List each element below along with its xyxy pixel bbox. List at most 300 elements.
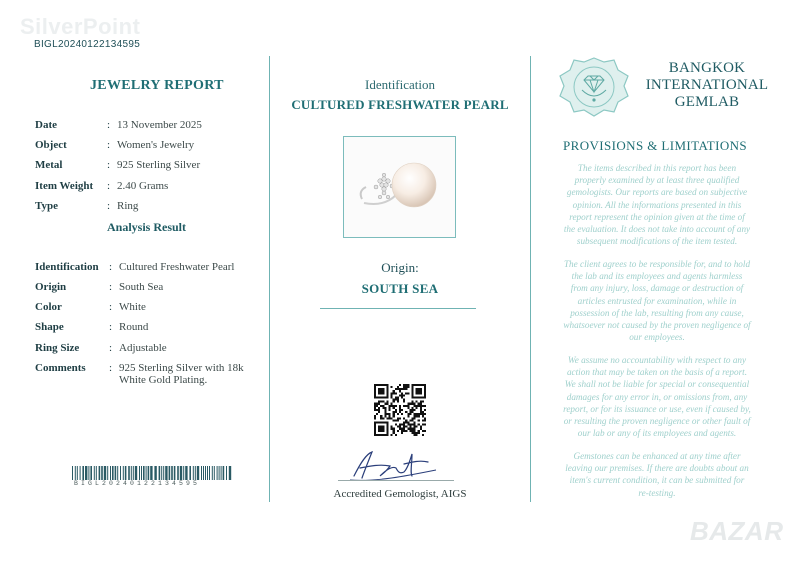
qr-module bbox=[414, 428, 416, 430]
qr-module bbox=[401, 394, 403, 396]
lab-name-line: GEMLAB bbox=[674, 94, 740, 110]
barcode-bar bbox=[77, 466, 78, 480]
qr-module bbox=[395, 392, 397, 394]
qr-module bbox=[395, 409, 397, 411]
qr-module bbox=[386, 403, 388, 405]
gemlab-logo-icon bbox=[556, 56, 632, 118]
analysis-value: Adjustable bbox=[119, 342, 167, 354]
qr-module bbox=[393, 399, 395, 401]
paragraph-line: subsequent modifications of the item tested. bbox=[576, 236, 738, 247]
qr-module bbox=[424, 417, 426, 419]
paragraph-line: report represent the opinion given at the time of bbox=[569, 211, 745, 222]
qr-module bbox=[418, 419, 420, 421]
qr-module bbox=[391, 434, 393, 436]
qr-module bbox=[389, 407, 391, 409]
paragraph-line: leaving our premises. If there are doubts about an bbox=[565, 463, 749, 474]
qr-module bbox=[416, 407, 418, 409]
qr-module bbox=[374, 409, 376, 411]
provisions-paragraph bbox=[548, 450, 766, 499]
detail-value: 13 November 2025 bbox=[117, 119, 202, 131]
qr-module bbox=[401, 430, 403, 432]
qr-module bbox=[389, 413, 391, 415]
barcode-bar bbox=[171, 466, 173, 480]
qr-module bbox=[397, 401, 399, 403]
qr-module bbox=[384, 411, 386, 413]
barcode-bar bbox=[75, 466, 76, 480]
detail-label: Metal bbox=[35, 159, 63, 171]
barcode-bar bbox=[185, 466, 187, 480]
paragraph-line: opinion. All the informations presented in this bbox=[572, 199, 742, 210]
qr-module bbox=[380, 417, 382, 419]
analysis-row-comments: Comments : 925 Sterling Silver with 18k White Gold Plating. bbox=[35, 362, 244, 386]
qr-module bbox=[393, 430, 395, 432]
barcode-bar bbox=[139, 466, 140, 480]
qr-module bbox=[414, 403, 416, 405]
barcode bbox=[72, 466, 232, 480]
qr-module bbox=[393, 390, 395, 392]
qr-module bbox=[418, 405, 420, 407]
qr-module bbox=[407, 403, 409, 405]
analysis-label: Comments bbox=[35, 362, 86, 374]
qr-module bbox=[422, 411, 424, 413]
qr-module bbox=[409, 409, 411, 411]
qr-module bbox=[399, 417, 401, 419]
qr-module bbox=[424, 430, 426, 432]
qr-code[interactable] bbox=[374, 384, 426, 436]
analysis-row-ring-size: Ring Size : Adjustable bbox=[35, 342, 167, 354]
qr-module bbox=[403, 394, 405, 396]
analysis-label: Shape bbox=[35, 321, 64, 333]
qr-module bbox=[386, 413, 388, 415]
qr-module bbox=[397, 426, 399, 428]
detail-value: 2.40 Grams bbox=[117, 180, 169, 192]
qr-module bbox=[407, 413, 409, 415]
provisions-paragraph bbox=[548, 162, 766, 247]
qr-module bbox=[380, 405, 382, 407]
qr-module bbox=[411, 428, 413, 430]
qr-module bbox=[411, 424, 413, 426]
qr-module bbox=[411, 403, 413, 405]
barcode-bar bbox=[217, 466, 218, 480]
divider-right bbox=[530, 56, 531, 502]
paragraph-line: The client agrees to be responsible for, and to hold bbox=[563, 259, 751, 269]
qr-module bbox=[401, 396, 403, 398]
origin-value: SOUTH SEA bbox=[361, 281, 439, 296]
qr-module bbox=[403, 421, 405, 423]
qr-module bbox=[393, 401, 395, 403]
barcode-bar bbox=[115, 466, 117, 480]
provisions-paragraph bbox=[548, 354, 766, 439]
qr-module bbox=[414, 434, 416, 436]
qr-module bbox=[422, 415, 424, 417]
qr-module bbox=[420, 409, 422, 411]
qr-module bbox=[420, 405, 422, 407]
pearl-ring-photo bbox=[343, 136, 456, 238]
qr-module bbox=[403, 405, 405, 407]
barcode-bar bbox=[154, 466, 156, 480]
qr-module bbox=[422, 430, 424, 432]
qr-module bbox=[382, 407, 384, 409]
qr-module bbox=[399, 384, 401, 386]
qr-module bbox=[397, 430, 399, 432]
paragraph-line: Gemstones can be enhanced at any time after bbox=[573, 451, 741, 461]
qr-module bbox=[399, 405, 401, 407]
barcode-bar bbox=[223, 466, 225, 480]
qr-module bbox=[384, 415, 386, 417]
detail-value: Ring bbox=[117, 200, 139, 212]
qr-module bbox=[403, 384, 405, 386]
qr-module bbox=[409, 428, 411, 430]
qr-module bbox=[405, 388, 407, 390]
qr-module bbox=[384, 413, 386, 415]
qr-module bbox=[420, 403, 422, 405]
qr-module bbox=[399, 388, 401, 390]
lab-name bbox=[640, 60, 774, 111]
qr-module bbox=[405, 405, 407, 407]
qr-module bbox=[391, 428, 393, 430]
detail-row-object: Object : Women's Jewelry bbox=[35, 139, 195, 151]
detail-row-type: Type : Ring bbox=[35, 200, 139, 212]
paragraph-line: We assume no accountability with respect to any bbox=[567, 355, 747, 365]
qr-module bbox=[411, 411, 413, 413]
qr-module bbox=[409, 413, 411, 415]
qr-module bbox=[374, 405, 376, 407]
detail-value: Women's Jewelry bbox=[117, 139, 195, 151]
qr-module bbox=[409, 403, 411, 405]
barcode-bar bbox=[195, 466, 196, 480]
paragraph-line: whatsoever not caused by the proven negligence of bbox=[563, 320, 751, 331]
qr-module bbox=[424, 405, 426, 407]
qr-module bbox=[405, 419, 407, 421]
barcode-bar bbox=[180, 466, 182, 480]
report-title: JEWELRY REPORT bbox=[90, 78, 224, 93]
barcode-bar bbox=[82, 466, 84, 480]
qr-module bbox=[378, 388, 384, 394]
barcode-bar bbox=[117, 466, 118, 480]
detail-row-metal: Metal : 925 Sterling Silver bbox=[35, 159, 201, 171]
qr-module bbox=[395, 399, 397, 401]
qr-module bbox=[380, 401, 382, 403]
certificate-number: BIGL20240122134595 bbox=[34, 39, 141, 50]
barcode-bar bbox=[143, 466, 145, 480]
qr-module bbox=[403, 388, 405, 390]
qr-module bbox=[405, 384, 407, 386]
barcode-bar bbox=[212, 466, 213, 480]
qr-module bbox=[420, 411, 422, 413]
qr-module bbox=[378, 426, 384, 432]
qr-module bbox=[391, 417, 393, 419]
paragraph-line: The items described in this report has been bbox=[577, 163, 737, 173]
qr-module bbox=[386, 417, 388, 419]
qr-module bbox=[409, 424, 411, 426]
barcode-bar bbox=[141, 466, 142, 480]
qr-module bbox=[374, 403, 376, 405]
qr-module bbox=[416, 413, 418, 415]
paragraph-line: properly examined by at least three qualified bbox=[574, 175, 740, 186]
barcode-bar bbox=[88, 466, 89, 480]
barcode-bar bbox=[193, 466, 194, 480]
qr-module bbox=[405, 421, 407, 423]
paragraph-line: possession of the lab, resulting from any cause, bbox=[570, 307, 744, 318]
qr-module bbox=[376, 405, 378, 407]
qr-module bbox=[416, 426, 418, 428]
paragraph-line: action that may be taken on the basis of a report. bbox=[566, 367, 748, 378]
qr-module bbox=[382, 405, 384, 407]
qr-module bbox=[397, 413, 399, 415]
watermark-bazar: BAZAR bbox=[690, 516, 784, 546]
qr-module bbox=[414, 415, 416, 417]
barcode-bar bbox=[161, 466, 162, 480]
qr-module bbox=[395, 396, 397, 398]
analysis-value: Round bbox=[119, 321, 149, 333]
watermark-silverpoint: SilverPoint bbox=[20, 14, 141, 39]
qr-module bbox=[407, 428, 409, 430]
qr-module bbox=[416, 401, 418, 403]
qr-module bbox=[424, 419, 426, 421]
barcode-bar bbox=[207, 466, 208, 480]
qr-module bbox=[374, 415, 376, 417]
qr-module bbox=[384, 407, 386, 409]
paragraph-line: We shall not be liable for special or consequential bbox=[564, 379, 750, 390]
barcode-bar bbox=[99, 466, 101, 480]
barcode-bar bbox=[221, 466, 222, 480]
qr-module bbox=[418, 430, 420, 432]
analysis-value: Cultured Freshwater Pearl bbox=[119, 261, 235, 273]
qr-module bbox=[405, 430, 407, 432]
qr-module bbox=[397, 396, 399, 398]
barcode-bar bbox=[135, 466, 137, 480]
qr-module bbox=[422, 405, 424, 407]
qr-module bbox=[393, 419, 395, 421]
analysis-row-color: Color : White bbox=[35, 301, 146, 313]
qr-module bbox=[409, 411, 411, 413]
paragraph-line: or resulting the proven negligence or other fault of bbox=[563, 416, 751, 427]
qr-module bbox=[401, 428, 403, 430]
qr-module bbox=[401, 424, 403, 426]
qr-module bbox=[378, 401, 380, 403]
qr-module bbox=[403, 417, 405, 419]
qr-module bbox=[411, 430, 413, 432]
barcode-bar bbox=[96, 466, 97, 480]
paragraph-line: our lab or any of its employees and agents. bbox=[577, 428, 737, 439]
qr-module bbox=[401, 388, 403, 390]
qr-module bbox=[418, 432, 420, 434]
qr-module bbox=[420, 428, 422, 430]
qr-module bbox=[401, 432, 403, 434]
qr-module bbox=[389, 415, 391, 417]
barcode-bar bbox=[112, 466, 114, 480]
qr-module bbox=[409, 426, 411, 428]
paragraph-line: item's current condition, it can be submitted for bbox=[569, 475, 745, 486]
qr-module bbox=[393, 407, 395, 409]
qr-module bbox=[395, 419, 397, 421]
qr-module bbox=[393, 392, 395, 394]
qr-module bbox=[397, 399, 399, 401]
qr-module bbox=[374, 417, 376, 419]
qr-module bbox=[411, 409, 413, 411]
qr-module bbox=[376, 409, 378, 411]
qr-module bbox=[414, 413, 416, 415]
qr-module bbox=[414, 424, 416, 426]
barcode-bar bbox=[125, 466, 127, 480]
qr-module bbox=[399, 426, 401, 428]
paragraph-line: gemologists. Our reports are based on subjective bbox=[566, 187, 748, 198]
detail-row-date: Date : 13 November 2025 bbox=[35, 119, 202, 131]
qr-module bbox=[378, 409, 380, 411]
qr-module bbox=[422, 434, 424, 436]
qr-module bbox=[407, 386, 409, 388]
qr-module bbox=[399, 409, 401, 411]
barcode-bar bbox=[148, 466, 150, 480]
barcode-bar bbox=[159, 466, 161, 480]
qr-module bbox=[407, 384, 409, 386]
qr-module bbox=[411, 401, 413, 403]
qr-module bbox=[393, 413, 395, 415]
qr-module bbox=[391, 386, 393, 388]
comments-line: 925 Sterling Silver with 18k bbox=[119, 362, 244, 374]
qr-module bbox=[407, 421, 409, 423]
qr-module bbox=[391, 426, 393, 428]
qr-module bbox=[420, 407, 422, 409]
paragraph-line: re-testing. bbox=[638, 487, 676, 498]
qr-module bbox=[389, 405, 391, 407]
barcode-bar bbox=[133, 466, 134, 480]
qr-module bbox=[391, 394, 393, 396]
qr-module bbox=[376, 413, 378, 415]
qr-module bbox=[422, 413, 424, 415]
qr-module bbox=[416, 432, 418, 434]
qr-module bbox=[399, 394, 401, 396]
qr-module bbox=[391, 405, 393, 407]
qr-module bbox=[380, 415, 382, 417]
signature-line bbox=[338, 480, 454, 481]
qr-module bbox=[407, 405, 409, 407]
qr-module bbox=[420, 401, 422, 403]
barcode-bar bbox=[131, 466, 132, 480]
qr-module bbox=[378, 407, 380, 409]
barcode-bar bbox=[163, 466, 164, 480]
qr-module bbox=[399, 407, 401, 409]
barcode-bar bbox=[177, 466, 179, 480]
detail-label: Item Weight bbox=[35, 180, 94, 192]
qr-module bbox=[418, 403, 420, 405]
qr-module bbox=[393, 415, 395, 417]
barcode-bar bbox=[107, 466, 108, 480]
qr-module bbox=[391, 392, 393, 394]
qr-module bbox=[405, 411, 407, 413]
qr-module bbox=[374, 407, 376, 409]
barcode-bar bbox=[169, 466, 171, 480]
qr-module bbox=[409, 430, 411, 432]
qr-module bbox=[414, 405, 416, 407]
qr-module bbox=[411, 407, 413, 409]
qr-module bbox=[395, 405, 397, 407]
analysis-row-shape: Shape : Round bbox=[35, 321, 149, 333]
qr-module bbox=[393, 432, 395, 434]
qr-module bbox=[401, 392, 403, 394]
qr-module bbox=[393, 405, 395, 407]
analysis-value: South Sea bbox=[119, 281, 164, 293]
detail-label: Object bbox=[35, 139, 67, 151]
barcode-bar bbox=[197, 466, 199, 480]
pearl-ring-icon bbox=[344, 137, 455, 237]
gemologist-title: Accredited Gemologist, AIGS bbox=[333, 488, 467, 500]
barcode-bar bbox=[72, 466, 73, 480]
barcode-bar bbox=[209, 466, 210, 480]
barcode-bar bbox=[150, 466, 152, 480]
qr-module bbox=[409, 419, 411, 421]
qr-module bbox=[418, 424, 420, 426]
qr-module bbox=[382, 401, 384, 403]
barcode-bar bbox=[120, 466, 121, 480]
analysis-label: Ring Size bbox=[35, 342, 80, 354]
qr-module bbox=[416, 415, 418, 417]
qr-module bbox=[422, 419, 424, 421]
qr-module bbox=[389, 409, 391, 411]
barcode-bar bbox=[226, 466, 227, 480]
paragraph-line: articles entrusted for examination, while in bbox=[577, 295, 737, 306]
qr-module bbox=[414, 421, 416, 423]
qr-module bbox=[391, 403, 393, 405]
analysis-result-title: Analysis Result bbox=[107, 220, 187, 234]
paragraph-line: our employees. bbox=[629, 332, 685, 343]
qr-module bbox=[393, 428, 395, 430]
barcode-bar bbox=[110, 466, 111, 480]
analysis-value: White bbox=[119, 301, 146, 313]
qr-module bbox=[422, 401, 424, 403]
qr-module bbox=[397, 386, 399, 388]
qr-module bbox=[403, 430, 405, 432]
qr-module bbox=[401, 409, 403, 411]
qr-module bbox=[414, 426, 416, 428]
qr-module bbox=[399, 424, 401, 426]
paragraph-line: report, or for its issuance or use, even if caused by, bbox=[563, 403, 751, 414]
qr-module bbox=[395, 424, 397, 426]
qr-module bbox=[416, 405, 418, 407]
qr-module bbox=[393, 411, 395, 413]
identification-value: CULTURED FRESHWATER PEARL bbox=[291, 97, 509, 112]
analysis-label: Identification bbox=[35, 261, 99, 273]
qr-module bbox=[397, 419, 399, 421]
qr-module bbox=[403, 399, 405, 401]
qr-module bbox=[405, 426, 407, 428]
barcode-bar bbox=[205, 466, 206, 480]
analysis-label: Color bbox=[35, 301, 62, 313]
qr-module bbox=[391, 396, 393, 398]
qr-module bbox=[378, 403, 380, 405]
barcode-bar bbox=[165, 466, 167, 480]
qr-module bbox=[384, 403, 386, 405]
qr-module bbox=[403, 424, 405, 426]
qr-module bbox=[424, 413, 426, 415]
analysis-label: Origin bbox=[35, 281, 67, 293]
barcode-bar bbox=[80, 466, 81, 480]
qr-module bbox=[424, 424, 426, 426]
qr-module bbox=[420, 413, 422, 415]
qr-module bbox=[411, 419, 413, 421]
qr-module bbox=[414, 430, 416, 432]
barcode-bar bbox=[203, 466, 204, 480]
detail-value: 925 Sterling Silver bbox=[117, 159, 201, 171]
qr-module bbox=[407, 407, 409, 409]
comments-line: White Gold Plating. bbox=[119, 374, 208, 386]
origin-label: Origin: bbox=[381, 260, 419, 275]
qr-module bbox=[397, 417, 399, 419]
barcode-bar bbox=[101, 466, 103, 480]
qr-module bbox=[395, 411, 397, 413]
qr-module bbox=[399, 390, 401, 392]
barcode-bar bbox=[219, 466, 220, 480]
